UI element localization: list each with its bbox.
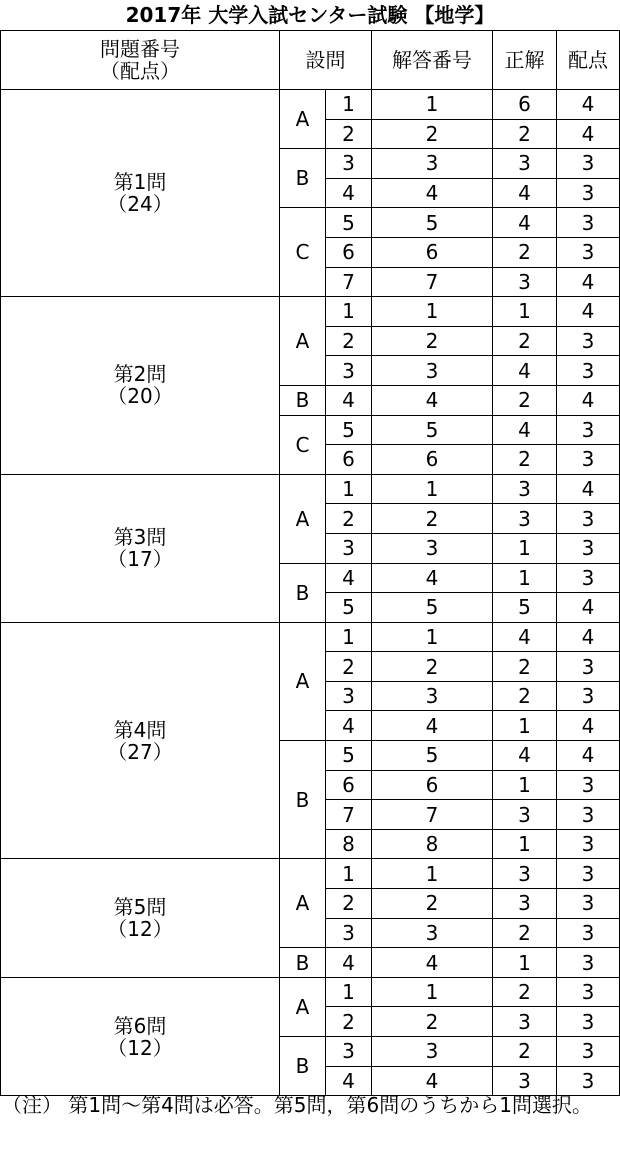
answer-number: 3: [372, 356, 493, 386]
question-label: 第1問: [113, 170, 167, 195]
answer-number: 6: [372, 770, 493, 800]
correct-answer: 1: [493, 829, 557, 859]
answer-number: 1: [372, 90, 493, 120]
points: 3: [557, 445, 620, 475]
points: 3: [557, 178, 620, 208]
correct-answer: 3: [493, 859, 557, 889]
setsumon-number: 4: [326, 563, 372, 593]
points: 4: [557, 593, 620, 623]
correct-answer: 1: [493, 563, 557, 593]
setsumon-number: 2: [326, 652, 372, 682]
question-score: （12）: [107, 1035, 173, 1060]
answer-number: 2: [372, 119, 493, 149]
question-label: 第2問: [113, 362, 167, 387]
points: 3: [557, 800, 620, 830]
correct-answer: 5: [493, 593, 557, 623]
table-row: [1, 977, 620, 1007]
table-row: [1, 297, 620, 327]
points: 4: [557, 267, 620, 297]
setsumon-number: 2: [326, 504, 372, 534]
setsumon-number: 3: [326, 149, 372, 179]
setsumon-number: 1: [326, 977, 372, 1007]
points: 3: [557, 208, 620, 238]
correct-answer: 1: [493, 297, 557, 327]
setsumon-number: 6: [326, 445, 372, 475]
setsumon-number: 3: [326, 681, 372, 711]
answer-number: 3: [372, 918, 493, 948]
question-cell: [1, 297, 280, 475]
setsumon-number: 4: [326, 178, 372, 208]
correct-answer: 3: [493, 800, 557, 830]
question-cell: [1, 859, 280, 977]
answer-number: 4: [372, 948, 493, 978]
part-cell: A: [280, 90, 326, 149]
answer-number: 6: [372, 237, 493, 267]
setsumon-number: 1: [326, 859, 372, 889]
question-label: 第3問: [113, 525, 167, 550]
setsumon-number: 3: [326, 533, 372, 563]
points: 3: [557, 149, 620, 179]
answer-number: 4: [372, 385, 493, 415]
correct-answer: 3: [493, 474, 557, 504]
points: 3: [557, 681, 620, 711]
setsumon-number: 2: [326, 326, 372, 356]
part-cell: B: [280, 741, 326, 859]
points: 3: [557, 918, 620, 948]
question-cell: [1, 622, 280, 859]
points: 3: [557, 415, 620, 445]
correct-answer: 1: [493, 770, 557, 800]
question-cell: [1, 977, 280, 1095]
correct-answer: 3: [493, 1066, 557, 1096]
answer-number: 2: [372, 326, 493, 356]
correct-answer: 1: [493, 711, 557, 741]
question-cell: [1, 90, 280, 297]
answer-number: 5: [372, 415, 493, 445]
points: 4: [557, 711, 620, 741]
points: 3: [557, 770, 620, 800]
part-cell: A: [280, 977, 326, 1036]
question-score: （12）: [107, 917, 173, 942]
points: 4: [557, 119, 620, 149]
correct-answer: 2: [493, 977, 557, 1007]
answer-number: 5: [372, 741, 493, 771]
answer-number: 4: [372, 563, 493, 593]
correct-answer: 4: [493, 178, 557, 208]
table-row: [1, 474, 620, 504]
question-label: 第4問: [113, 717, 167, 742]
correct-answer: 2: [493, 326, 557, 356]
points: 3: [557, 948, 620, 978]
setsumon-number: 5: [326, 593, 372, 623]
setsumon-number: 4: [326, 948, 372, 978]
correct-answer: 4: [493, 741, 557, 771]
setsumon-number: 1: [326, 474, 372, 504]
points: 4: [557, 90, 620, 120]
points: 3: [557, 889, 620, 919]
setsumon-number: 2: [326, 1007, 372, 1037]
points: 3: [557, 326, 620, 356]
correct-answer: 1: [493, 948, 557, 978]
correct-answer: 2: [493, 237, 557, 267]
setsumon-number: 3: [326, 356, 372, 386]
setsumon-number: 2: [326, 119, 372, 149]
correct-answer: 4: [493, 415, 557, 445]
header-question-points: （配点）: [100, 59, 180, 83]
answer-number: 2: [372, 504, 493, 534]
part-cell: C: [280, 208, 326, 297]
answer-number: 4: [372, 711, 493, 741]
table-row: [1, 90, 620, 120]
setsumon-number: 7: [326, 267, 372, 297]
answer-number: 3: [372, 533, 493, 563]
points: 4: [557, 297, 620, 327]
part-cell: A: [280, 474, 326, 563]
answer-number: 1: [372, 977, 493, 1007]
header-answer-number: 解答番号: [372, 31, 493, 90]
question-cell: [1, 474, 280, 622]
answer-number: 5: [372, 593, 493, 623]
setsumon-number: 6: [326, 237, 372, 267]
header-question-label: 問題番号: [100, 37, 180, 61]
answer-number: 2: [372, 889, 493, 919]
setsumon-number: 3: [326, 1037, 372, 1067]
setsumon-number: 4: [326, 385, 372, 415]
header-setsumon: 設問: [280, 31, 372, 90]
setsumon-number: 4: [326, 711, 372, 741]
correct-answer: 2: [493, 652, 557, 682]
answer-number: 3: [372, 681, 493, 711]
part-cell: B: [280, 385, 326, 415]
setsumon-number: 2: [326, 889, 372, 919]
points: 4: [557, 741, 620, 771]
answer-number: 3: [372, 149, 493, 179]
answer-number: 7: [372, 800, 493, 830]
table-row: [1, 859, 620, 889]
answer-number: 5: [372, 208, 493, 238]
table-body: [1, 90, 620, 1096]
setsumon-number: 4: [326, 1066, 372, 1096]
points: 3: [557, 829, 620, 859]
footnote: （注） 第1問～第4問は必答。第5問，第6問のうちから1問選択。: [2, 1093, 592, 1117]
correct-answer: 4: [493, 622, 557, 652]
part-cell: C: [280, 415, 326, 474]
correct-answer: 2: [493, 918, 557, 948]
header-question: [1, 31, 280, 90]
header-row: [1, 31, 620, 90]
points: 3: [557, 504, 620, 534]
points: 3: [557, 652, 620, 682]
answer-number: 2: [372, 652, 493, 682]
answer-number: 4: [372, 1066, 493, 1096]
question-score: （20）: [107, 384, 173, 409]
correct-answer: 3: [493, 889, 557, 919]
points: 4: [557, 385, 620, 415]
setsumon-number: 5: [326, 741, 372, 771]
correct-answer: 2: [493, 681, 557, 711]
points: 3: [557, 563, 620, 593]
points: 3: [557, 977, 620, 1007]
setsumon-number: 7: [326, 800, 372, 830]
points: 3: [557, 533, 620, 563]
header-points: 配点: [557, 31, 620, 90]
correct-answer: 3: [493, 149, 557, 179]
part-cell: A: [280, 622, 326, 740]
points: 3: [557, 859, 620, 889]
question-score: （27）: [107, 739, 173, 764]
correct-answer: 3: [493, 1007, 557, 1037]
part-cell: B: [280, 149, 326, 208]
points: 3: [557, 1066, 620, 1096]
part-cell: B: [280, 948, 326, 978]
answer-number: 6: [372, 445, 493, 475]
part-cell: B: [280, 563, 326, 622]
correct-answer: 4: [493, 356, 557, 386]
points: 3: [557, 237, 620, 267]
setsumon-number: 1: [326, 90, 372, 120]
part-cell: A: [280, 297, 326, 386]
points: 4: [557, 622, 620, 652]
correct-answer: 2: [493, 445, 557, 475]
setsumon-number: 1: [326, 622, 372, 652]
answer-number: 1: [372, 297, 493, 327]
answer-number: 3: [372, 1037, 493, 1067]
setsumon-number: 5: [326, 208, 372, 238]
setsumon-number: 8: [326, 829, 372, 859]
correct-answer: 2: [493, 119, 557, 149]
question-label: 第5問: [113, 895, 167, 920]
table-row: [1, 622, 620, 652]
points: 3: [557, 356, 620, 386]
question-label: 第6問: [113, 1013, 167, 1038]
correct-answer: 3: [493, 504, 557, 534]
correct-answer: 2: [493, 1037, 557, 1067]
part-cell: B: [280, 1037, 326, 1096]
correct-answer: 2: [493, 385, 557, 415]
setsumon-number: 5: [326, 415, 372, 445]
answer-number: 1: [372, 859, 493, 889]
answer-number: 1: [372, 474, 493, 504]
points: 4: [557, 474, 620, 504]
correct-answer: 1: [493, 533, 557, 563]
answer-number: 4: [372, 178, 493, 208]
correct-answer: 3: [493, 267, 557, 297]
points: 3: [557, 1037, 620, 1067]
setsumon-number: 3: [326, 918, 372, 948]
correct-answer: 6: [493, 90, 557, 120]
answer-table: [0, 30, 620, 1096]
answer-number: 1: [372, 622, 493, 652]
answer-number: 2: [372, 1007, 493, 1037]
answer-number: 7: [372, 267, 493, 297]
correct-answer: 4: [493, 208, 557, 238]
question-score: （24）: [107, 192, 173, 217]
part-cell: A: [280, 859, 326, 948]
header-correct: 正解: [493, 31, 557, 90]
points: 3: [557, 1007, 620, 1037]
answer-number: 8: [372, 829, 493, 859]
setsumon-number: 1: [326, 297, 372, 327]
question-score: （17）: [107, 547, 173, 572]
setsumon-number: 6: [326, 770, 372, 800]
page-title: 2017年 大学入試センター試験 【地学】: [125, 3, 495, 27]
